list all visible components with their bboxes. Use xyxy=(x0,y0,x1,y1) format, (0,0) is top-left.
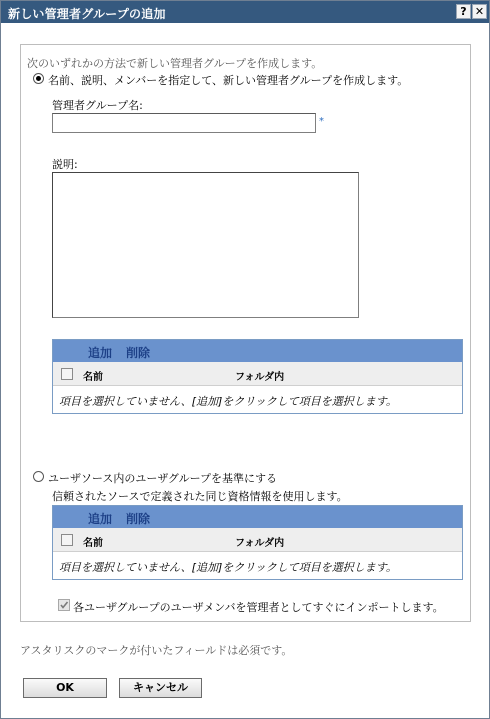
group-name-label: 管理者グループ名: xyxy=(52,99,143,112)
option-user-source-radio[interactable] xyxy=(33,471,44,482)
members-empty-message: 項目を選択していません、[追加]をクリックして項目を選択します。 xyxy=(59,395,397,408)
members-table-toolbar xyxy=(53,340,462,362)
close-icon[interactable]: ✕ xyxy=(472,4,487,19)
ok-button[interactable]: OK xyxy=(23,678,107,698)
required-asterisk: * xyxy=(319,116,324,127)
members-col-name[interactable]: 名前 xyxy=(83,372,103,383)
groups-table xyxy=(52,505,463,580)
members-table xyxy=(52,339,463,414)
dialog-titlebar xyxy=(1,1,489,23)
dialog-title: 新しい管理者グループの追加 xyxy=(8,7,166,21)
members-col-folder[interactable]: フォルダ内 xyxy=(235,372,285,383)
description-textarea[interactable] xyxy=(52,172,359,318)
cancel-button[interactable]: キャンセル xyxy=(119,678,202,698)
members-delete-link[interactable]: 削除 xyxy=(126,346,151,360)
groups-empty-message: 項目を選択していません、[追加]をクリックして項目を選択します。 xyxy=(59,561,397,574)
group-name-input[interactable] xyxy=(52,113,316,133)
option-user-source-sublabel: 信頼されたソースで定義された同じ資格情報を使用します。 xyxy=(52,490,348,503)
groups-col-name[interactable]: 名前 xyxy=(83,538,103,549)
import-members-checkbox[interactable] xyxy=(58,599,70,611)
option-create-new-label[interactable]: 名前、説明、メンバーを指定して、新しい管理者グループを作成します。 xyxy=(48,74,409,87)
groups-table-body xyxy=(53,552,462,579)
members-select-all-checkbox[interactable] xyxy=(61,368,73,380)
import-members-label[interactable]: 各ユーザグループのユーザメンバを管理者としてすぐにインポートします。 xyxy=(73,601,444,614)
groups-add-link[interactable]: 追加 xyxy=(88,512,113,526)
groups-table-header xyxy=(53,528,462,552)
intro-text: 次のいずれかの方法で新しい管理者グループを作成します。 xyxy=(27,57,323,70)
option-create-new-radio[interactable] xyxy=(33,73,44,84)
groups-delete-link[interactable]: 削除 xyxy=(126,512,151,526)
members-table-header xyxy=(53,362,462,386)
description-label: 説明: xyxy=(52,158,78,171)
option-user-source-label[interactable]: ユーザソース内のユーザグループを基準にする xyxy=(48,472,278,485)
groups-select-all-checkbox[interactable] xyxy=(61,534,73,546)
members-add-link[interactable]: 追加 xyxy=(88,346,113,360)
members-table-body xyxy=(53,386,462,413)
checkmark-icon xyxy=(59,600,69,610)
groups-col-folder[interactable]: フォルダ内 xyxy=(235,538,285,549)
groups-table-toolbar xyxy=(53,506,462,528)
required-fields-note: アスタリスクのマークが付いたフィールドは必須です。 xyxy=(20,644,293,657)
help-icon[interactable]: ? xyxy=(456,4,471,19)
